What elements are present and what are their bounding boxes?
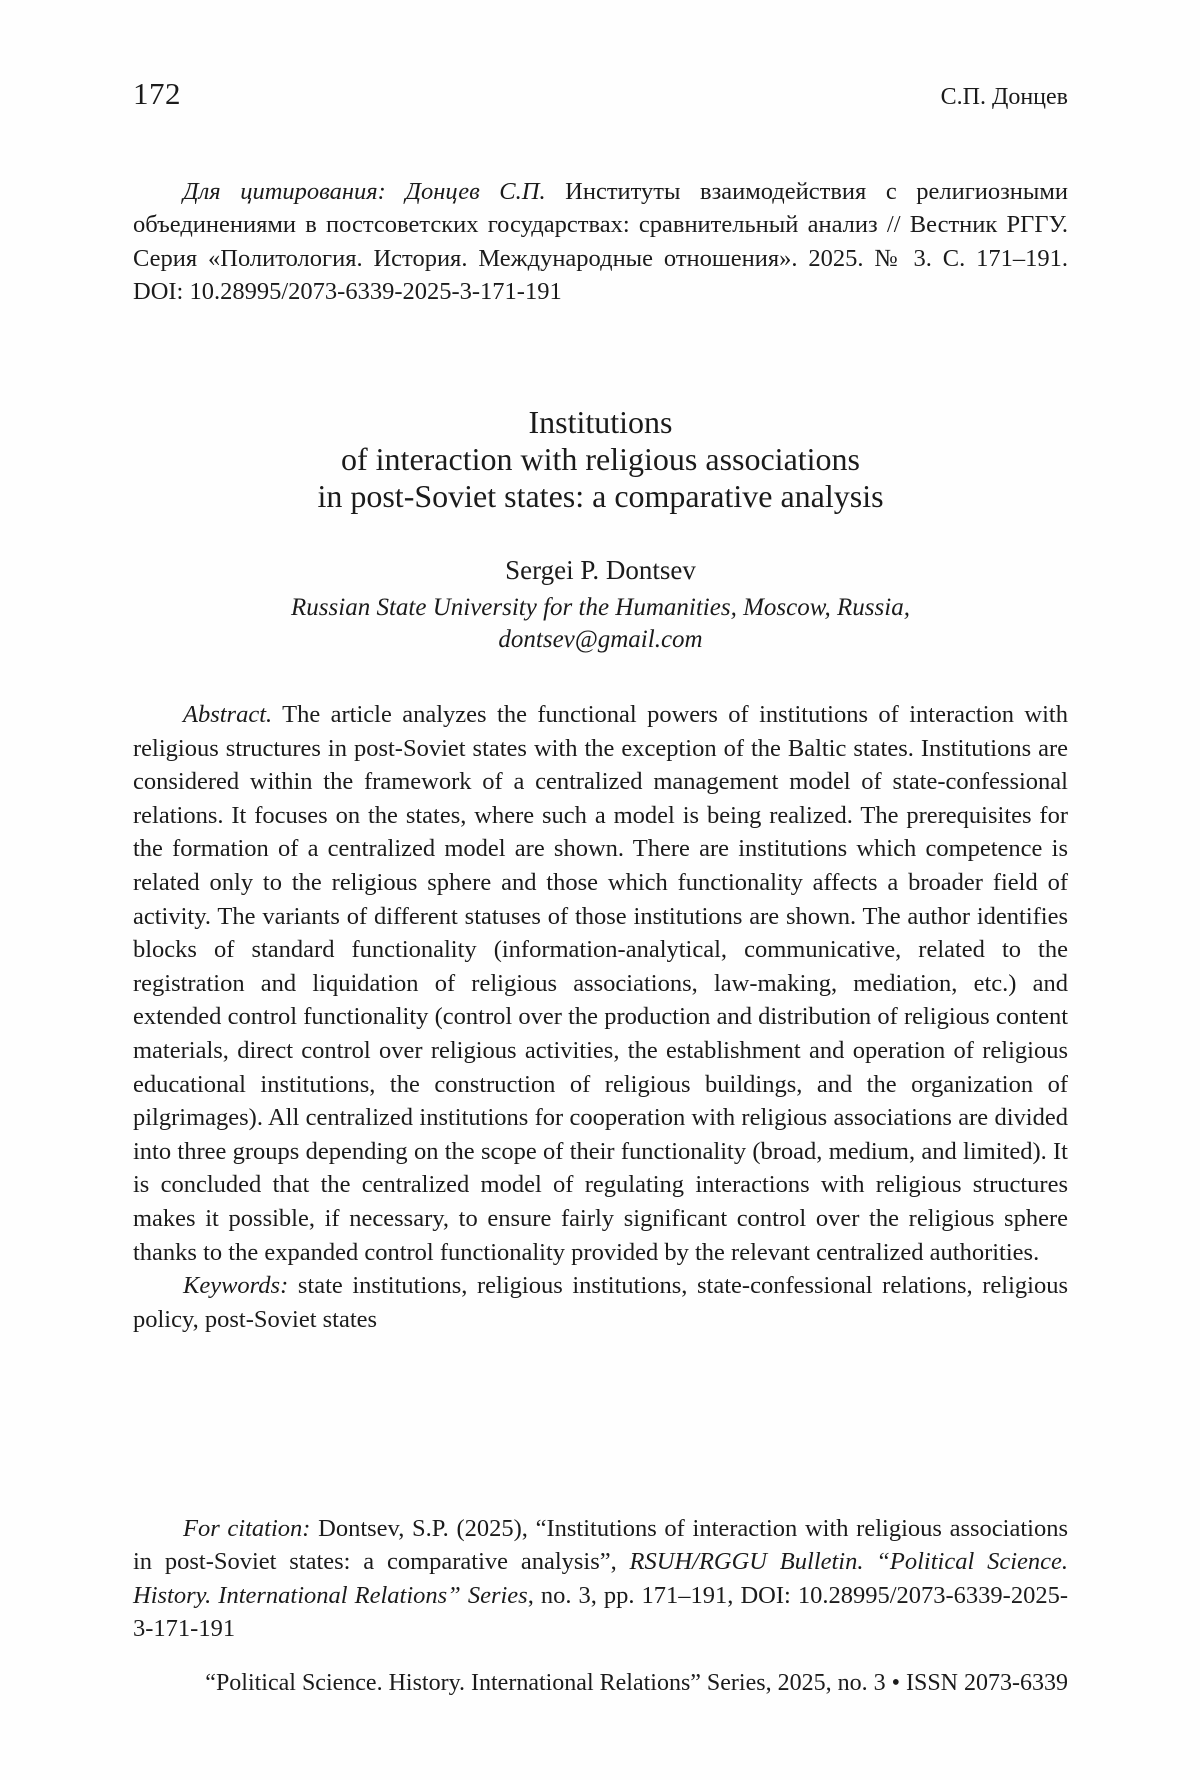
abstract-section	[133, 698, 1068, 1336]
abstract-paragraph: Abstract. The article analyzes the functional powers of institutions of interaction with religious structures in post-Soviet states with the exception of the Baltic states. Institutions are considered within the framework of a centralized management model of state-confessional relations. It focuses on the states, where such a model is being realized. The prerequisites for the formation of a centralized model are shown. There are institutions which competence is related only to the religious sphere and those which functionality affects a broader field of activity. The variants of different statuses of those institutions are shown. The author identifies blocks of standard functionality (information-analytical, communicative, related to the registration and liquidation of religious associations, law-making, mediation, etc.) and extended control functionality (control over the production and distribution of religious content materials, direct control over religious activities, the establishment and operation of religious educational institutions, the construction of religious buildings, and the organization of pilgrimages). All centralized institutions for cooperation with religious associations are divided into three groups depending on the scope of their functionality (broad, medium, and limited). It is concluded that the centralized model of regulating interactions with religious structures makes it possible, if necessary, to ensure fairly significant control over the religious sphere thanks to the expanded control functionality provided by the relevant centralized authorities.	[133, 701, 1068, 1266]
article-title	[133, 404, 1068, 515]
keywords-paragraph: Keywords: state institutions, religious institutions, state-confessional relations, religious policy, post-Soviet states	[133, 1272, 1068, 1333]
article-title-line-3: in post-Soviet states: a comparative analysis	[317, 478, 884, 514]
author-name: Sergei P. Dontsev	[505, 555, 696, 585]
page-number: 172	[133, 76, 181, 111]
article-title-line-2: of interaction with religious associations	[341, 441, 860, 477]
affiliation-line: Russian State University for the Humanities, Moscow, Russia,	[291, 594, 910, 621]
article-title-line-1: Institutions	[528, 404, 673, 440]
citation-ru-paragraph: Для цитирования: Донцев С.П. Институты взаимодействия с религиозными объединениями в постсоветских государствах: сравнительный анализ // Вестник РГГУ. Серия «Политология. История. Международные отношения». 2025. № 3. С. 171–191. DOI: 10.28995/2073-6339-2025-3-171-191	[133, 177, 1068, 306]
page-header	[133, 76, 1068, 112]
journal-footer-line: “Political Science. History. International Relations” Series, 2025, no. 3 • ISSN 2073-6339	[205, 1670, 1068, 1696]
author-email: dontsev@gmail.com	[498, 626, 703, 653]
for-citation-paragraph: For citation: Dontsev, S.P. (2025), “Institutions of interaction with religious associations in post-Soviet states: a comparative analysis”, RSUH/RGGU Bulletin. “Political Science. History. International Relations” Series, no. 3, pp. 171–191, DOI: 10.28995/2073-6339-2025-3-171-191	[133, 1514, 1069, 1643]
author-affiliation	[133, 592, 1068, 656]
running-head-author: С.П. Донцев	[940, 84, 1068, 110]
